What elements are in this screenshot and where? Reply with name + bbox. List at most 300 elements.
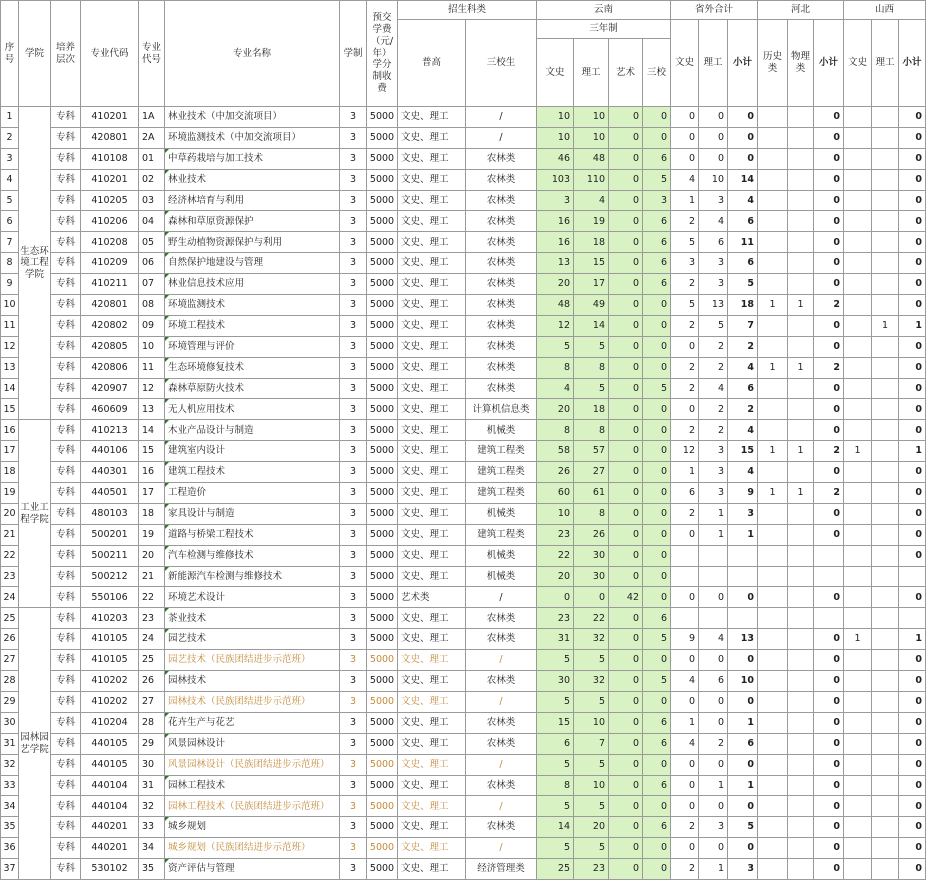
cell-yn-sanxiao: 0 — [643, 796, 671, 817]
cell-major-no: 30 — [139, 754, 165, 775]
cell-subj-three: / — [466, 587, 537, 608]
cell-major-code: 410204 — [81, 712, 139, 733]
cell-hb-wuli — [788, 378, 814, 399]
cell-subj-three: / — [466, 691, 537, 712]
cell-duration: 3 — [340, 775, 367, 796]
cell-yn-wenshi: 8 — [537, 775, 574, 796]
cell-hb-lishi — [758, 566, 788, 587]
cell-hb-wuli — [788, 775, 814, 796]
table-row — [1, 566, 926, 587]
cell-yn-wenshi: 25 — [537, 859, 574, 880]
cell-subj-three: 机械类 — [466, 420, 537, 441]
cell-level: 专科 — [51, 399, 81, 420]
cell-duration: 3 — [340, 545, 367, 566]
cell-major-name: 园艺技术（民族团结进步示范班） — [165, 650, 340, 671]
cell-out-wenshi: 0 — [671, 587, 699, 608]
cell-subj-general: 文史、理工 — [398, 733, 466, 754]
cell-out-ligong: 3 — [699, 441, 728, 462]
cell-major-code: 420802 — [81, 315, 139, 336]
cell-duration: 3 — [340, 838, 367, 859]
cell-out-xiaoji: 4 — [728, 420, 758, 441]
cell-out-ligong: 4 — [699, 378, 728, 399]
cell-sx-ligong — [872, 211, 899, 232]
cell-level: 专科 — [51, 336, 81, 357]
cell-yn-ligong: 57 — [574, 441, 609, 462]
cell-yn-ligong: 10 — [574, 127, 609, 148]
cell-hb-wuli — [788, 315, 814, 336]
cell-sx-xiaoji: 0 — [899, 503, 926, 524]
cell-yn-sanxiao: 0 — [643, 483, 671, 504]
cell-out-wenshi: 12 — [671, 441, 699, 462]
cell-yn-wenshi: 48 — [537, 295, 574, 316]
cell-hb-wuli: 1 — [788, 357, 814, 378]
cell-fee: 5000 — [367, 691, 398, 712]
cell-duration: 3 — [340, 420, 367, 441]
header-subjects: 招生科类 — [398, 1, 537, 20]
cell-hb-xiaoji: 0 — [814, 315, 844, 336]
cell-subj-three: 农林类 — [466, 671, 537, 692]
cell-level: 专科 — [51, 441, 81, 462]
cell-major-no: 27 — [139, 691, 165, 712]
cell-yn-ligong: 18 — [574, 399, 609, 420]
cell-out-ligong: 4 — [699, 629, 728, 650]
cell-yn-wenshi: 31 — [537, 629, 574, 650]
cell-fee: 5000 — [367, 503, 398, 524]
cell-sx-wenshi — [844, 838, 872, 859]
table-row — [1, 232, 926, 253]
cell-sx-ligong — [872, 859, 899, 880]
cell-sx-xiaoji: 0 — [899, 169, 926, 190]
cell-subj-general: 文史、理工 — [398, 107, 466, 128]
cell-subj-general: 文史、理工 — [398, 838, 466, 859]
cell-subj-general: 艺术类 — [398, 587, 466, 608]
cell-major-no: 21 — [139, 566, 165, 587]
cell-out-wenshi: 0 — [671, 838, 699, 859]
cell-major-name: 林业技术（中加交流项目） — [165, 107, 340, 128]
cell-hb-lishi: 1 — [758, 295, 788, 316]
cell-fee: 5000 — [367, 545, 398, 566]
cell-sx-ligong — [872, 420, 899, 441]
cell-major-code: 440106 — [81, 441, 139, 462]
table-row — [1, 399, 926, 420]
cell-duration: 3 — [340, 169, 367, 190]
cell-subj-general: 文史、理工 — [398, 190, 466, 211]
cell-fee: 5000 — [367, 775, 398, 796]
cell-subj-general: 文史、理工 — [398, 775, 466, 796]
cell-out-wenshi: 4 — [671, 671, 699, 692]
cell-subj-general: 文史、理工 — [398, 232, 466, 253]
header-yn-ligong: 理工 — [574, 39, 609, 107]
cell-yn-sanxiao: 0 — [643, 462, 671, 483]
cell-out-ligong: 5 — [699, 315, 728, 336]
cell-yn-yishu: 0 — [609, 336, 643, 357]
cell-hb-lishi — [758, 211, 788, 232]
cell-yn-ligong: 5 — [574, 336, 609, 357]
cell-subj-three: 农林类 — [466, 190, 537, 211]
header-yn-sanxiao: 三校 — [643, 39, 671, 107]
cell-major-name: 森林草原防火技术 — [165, 378, 340, 399]
cell-subj-general: 文史、理工 — [398, 378, 466, 399]
cell-yn-ligong: 18 — [574, 232, 609, 253]
cell-seq: 36 — [1, 838, 19, 859]
cell-major-name: 中草药栽培与加工技术 — [165, 148, 340, 169]
cell-hb-xiaoji: 0 — [814, 274, 844, 295]
table-row — [1, 336, 926, 357]
cell-duration: 3 — [340, 295, 367, 316]
cell-sx-xiaoji: 0 — [899, 357, 926, 378]
cell-subj-three: 农林类 — [466, 253, 537, 274]
cell-major-code: 420907 — [81, 378, 139, 399]
cell-out-ligong — [699, 608, 728, 629]
cell-major-name: 风景园林设计 — [165, 733, 340, 754]
cell-hb-xiaoji: 2 — [814, 357, 844, 378]
cell-hb-xiaoji: 0 — [814, 190, 844, 211]
cell-hb-xiaoji: 0 — [814, 859, 844, 880]
cell-yn-yishu: 0 — [609, 253, 643, 274]
cell-sx-xiaoji: 0 — [899, 148, 926, 169]
cell-hb-xiaoji: 0 — [814, 754, 844, 775]
header-hb-wuli: 物理类 — [788, 20, 814, 107]
table-row — [1, 838, 926, 859]
cell-major-code: 500201 — [81, 524, 139, 545]
cell-seq: 21 — [1, 524, 19, 545]
cell-major-no: 28 — [139, 712, 165, 733]
cell-sx-wenshi — [844, 420, 872, 441]
cell-seq: 24 — [1, 587, 19, 608]
cell-subj-general: 文史、理工 — [398, 169, 466, 190]
cell-hb-wuli — [788, 232, 814, 253]
cell-fee: 5000 — [367, 127, 398, 148]
cell-seq: 5 — [1, 190, 19, 211]
cell-hb-lishi — [758, 148, 788, 169]
cell-sx-wenshi — [844, 712, 872, 733]
cell-hb-wuli — [788, 859, 814, 880]
cell-sx-xiaoji: 0 — [899, 838, 926, 859]
cell-yn-sanxiao: 6 — [643, 274, 671, 295]
cell-duration: 3 — [340, 378, 367, 399]
cell-out-ligong: 2 — [699, 733, 728, 754]
header-level: 培养层次 — [51, 1, 81, 107]
cell-major-code: 500211 — [81, 545, 139, 566]
cell-yn-yishu: 0 — [609, 566, 643, 587]
cell-duration: 3 — [340, 671, 367, 692]
cell-out-wenshi: 0 — [671, 754, 699, 775]
cell-major-code: 440104 — [81, 775, 139, 796]
cell-out-xiaoji: 11 — [728, 232, 758, 253]
cell-sx-wenshi — [844, 754, 872, 775]
cell-sx-ligong — [872, 357, 899, 378]
cell-subj-three: / — [466, 127, 537, 148]
cell-major-no: 22 — [139, 587, 165, 608]
cell-out-ligong: 0 — [699, 127, 728, 148]
cell-hb-xiaoji: 0 — [814, 232, 844, 253]
table-row — [1, 775, 926, 796]
cell-major-name: 森林和草原资源保护 — [165, 211, 340, 232]
cell-major-code: 440301 — [81, 462, 139, 483]
header-duration: 学制 — [340, 1, 367, 107]
cell-out-ligong: 1 — [699, 524, 728, 545]
cell-subj-three: / — [466, 107, 537, 128]
cell-sx-ligong — [872, 754, 899, 775]
cell-out-ligong: 10 — [699, 169, 728, 190]
cell-yn-yishu: 0 — [609, 754, 643, 775]
cell-yn-wenshi: 46 — [537, 148, 574, 169]
cell-subj-general: 文史、理工 — [398, 441, 466, 462]
cell-seq: 2 — [1, 127, 19, 148]
cell-subj-general: 文史、理工 — [398, 127, 466, 148]
table-row — [1, 545, 926, 566]
cell-hb-xiaoji: 0 — [814, 587, 844, 608]
cell-out-ligong: 0 — [699, 838, 728, 859]
cell-sx-xiaoji: 1 — [899, 315, 926, 336]
cell-major-name: 道路与桥梁工程技术 — [165, 524, 340, 545]
cell-yn-wenshi: 10 — [537, 107, 574, 128]
cell-subj-general: 文史、理工 — [398, 211, 466, 232]
cell-duration: 3 — [340, 253, 367, 274]
cell-sx-ligong — [872, 671, 899, 692]
cell-hb-wuli — [788, 838, 814, 859]
cell-fee: 5000 — [367, 211, 398, 232]
cell-out-ligong: 4 — [699, 211, 728, 232]
cell-level: 专科 — [51, 650, 81, 671]
header-three-year: 三年制 — [537, 20, 671, 39]
cell-major-no: 04 — [139, 211, 165, 232]
cell-seq: 9 — [1, 274, 19, 295]
cell-out-ligong: 1 — [699, 503, 728, 524]
cell-major-code: 420801 — [81, 127, 139, 148]
cell-out-ligong: 0 — [699, 691, 728, 712]
cell-out-xiaoji: 5 — [728, 817, 758, 838]
cell-yn-ligong: 30 — [574, 566, 609, 587]
cell-major-code: 410206 — [81, 211, 139, 232]
cell-sx-wenshi — [844, 315, 872, 336]
cell-major-name: 汽车检测与维修技术 — [165, 545, 340, 566]
cell-yn-wenshi: 5 — [537, 838, 574, 859]
table-row — [1, 378, 926, 399]
cell-out-xiaoji: 0 — [728, 650, 758, 671]
cell-level: 专科 — [51, 545, 81, 566]
cell-yn-yishu: 0 — [609, 483, 643, 504]
cell-out-wenshi: 2 — [671, 274, 699, 295]
cell-sx-xiaoji: 0 — [899, 107, 926, 128]
cell-fee: 5000 — [367, 232, 398, 253]
cell-yn-sanxiao: 0 — [643, 838, 671, 859]
cell-major-code: 410209 — [81, 253, 139, 274]
cell-subj-general: 文史、理工 — [398, 691, 466, 712]
cell-fee: 5000 — [367, 712, 398, 733]
cell-hb-lishi — [758, 107, 788, 128]
cell-subj-general: 文史、理工 — [398, 253, 466, 274]
cell-subj-general: 文史、理工 — [398, 483, 466, 504]
cell-duration: 3 — [340, 190, 367, 211]
cell-hb-wuli — [788, 148, 814, 169]
cell-yn-yishu: 0 — [609, 274, 643, 295]
cell-sx-ligong — [872, 524, 899, 545]
table-row — [1, 671, 926, 692]
cell-out-xiaoji: 4 — [728, 190, 758, 211]
cell-hb-wuli — [788, 503, 814, 524]
cell-level: 专科 — [51, 357, 81, 378]
cell-major-no: 15 — [139, 441, 165, 462]
cell-sx-wenshi — [844, 295, 872, 316]
cell-yn-sanxiao: 0 — [643, 859, 671, 880]
cell-yn-wenshi: 10 — [537, 503, 574, 524]
table-row — [1, 712, 926, 733]
cell-fee: 5000 — [367, 859, 398, 880]
cell-out-xiaoji: 3 — [728, 859, 758, 880]
cell-sx-ligong — [872, 733, 899, 754]
cell-sx-ligong — [872, 545, 899, 566]
cell-duration: 3 — [340, 148, 367, 169]
cell-major-code: 530102 — [81, 859, 139, 880]
cell-sx-ligong — [872, 190, 899, 211]
cell-yn-wenshi: 10 — [537, 127, 574, 148]
cell-yn-ligong: 17 — [574, 274, 609, 295]
cell-sx-wenshi: 1 — [844, 629, 872, 650]
cell-major-name: 经济林培育与利用 — [165, 190, 340, 211]
header-outside-total: 省外合计 — [671, 1, 758, 20]
cell-yn-ligong: 5 — [574, 754, 609, 775]
cell-yn-ligong: 0 — [574, 587, 609, 608]
cell-yn-yishu: 0 — [609, 608, 643, 629]
header-seq: 序号 — [1, 1, 19, 107]
cell-yn-sanxiao: 0 — [643, 315, 671, 336]
header-major-name: 专业名称 — [165, 1, 340, 107]
cell-out-wenshi: 0 — [671, 107, 699, 128]
cell-level: 专科 — [51, 754, 81, 775]
cell-hb-wuli — [788, 754, 814, 775]
cell-seq: 10 — [1, 295, 19, 316]
cell-yn-ligong: 20 — [574, 817, 609, 838]
cell-subj-three: 农林类 — [466, 775, 537, 796]
cell-major-no: 1A — [139, 107, 165, 128]
cell-yn-ligong: 7 — [574, 733, 609, 754]
cell-yn-wenshi: 103 — [537, 169, 574, 190]
cell-yn-yishu: 0 — [609, 378, 643, 399]
cell-major-name: 环境工程技术 — [165, 315, 340, 336]
cell-duration: 3 — [340, 859, 367, 880]
cell-yn-ligong: 15 — [574, 253, 609, 274]
cell-yn-wenshi: 60 — [537, 483, 574, 504]
cell-out-wenshi: 2 — [671, 211, 699, 232]
cell-level: 专科 — [51, 232, 81, 253]
cell-sx-wenshi — [844, 211, 872, 232]
cell-sx-xiaoji: 0 — [899, 712, 926, 733]
cell-out-xiaoji: 4 — [728, 357, 758, 378]
cell-yn-wenshi: 26 — [537, 462, 574, 483]
cell-yn-ligong: 5 — [574, 691, 609, 712]
cell-seq: 28 — [1, 671, 19, 692]
cell-major-code: 420805 — [81, 336, 139, 357]
cell-subj-general: 文史、理工 — [398, 336, 466, 357]
cell-out-ligong: 3 — [699, 253, 728, 274]
cell-subj-general: 文史、理工 — [398, 671, 466, 692]
cell-sx-wenshi — [844, 775, 872, 796]
cell-seq: 12 — [1, 336, 19, 357]
cell-yn-sanxiao: 5 — [643, 169, 671, 190]
cell-yn-sanxiao: 0 — [643, 357, 671, 378]
cell-out-ligong: 3 — [699, 190, 728, 211]
cell-yn-ligong: 19 — [574, 211, 609, 232]
cell-out-ligong: 0 — [699, 107, 728, 128]
cell-yn-sanxiao: 0 — [643, 524, 671, 545]
cell-sx-xiaoji: 0 — [899, 127, 926, 148]
cell-level: 专科 — [51, 253, 81, 274]
cell-subj-three: / — [466, 796, 537, 817]
cell-yn-ligong: 27 — [574, 462, 609, 483]
cell-fee: 5000 — [367, 566, 398, 587]
cell-yn-wenshi: 5 — [537, 754, 574, 775]
header-major-code: 专业代码 — [81, 1, 139, 107]
cell-major-no: 26 — [139, 671, 165, 692]
cell-hb-lishi: 1 — [758, 357, 788, 378]
cell-out-xiaoji: 0 — [728, 838, 758, 859]
cell-yn-wenshi: 4 — [537, 378, 574, 399]
cell-out-xiaoji: 0 — [728, 754, 758, 775]
cell-hb-xiaoji: 0 — [814, 148, 844, 169]
cell-hb-wuli — [788, 796, 814, 817]
cell-major-no: 19 — [139, 524, 165, 545]
cell-major-name: 城乡规划（民族团结进步示范班） — [165, 838, 340, 859]
cell-yn-yishu: 0 — [609, 712, 643, 733]
cell-major-code: 440105 — [81, 754, 139, 775]
cell-yn-yishu: 0 — [609, 441, 643, 462]
cell-yn-sanxiao: 0 — [643, 336, 671, 357]
cell-seq: 7 — [1, 232, 19, 253]
cell-out-ligong: 13 — [699, 295, 728, 316]
cell-major-no: 11 — [139, 357, 165, 378]
cell-fee: 5000 — [367, 336, 398, 357]
table-row — [1, 441, 926, 462]
cell-yn-wenshi: 22 — [537, 545, 574, 566]
cell-subj-general: 文史、理工 — [398, 650, 466, 671]
cell-hb-xiaoji: 0 — [814, 650, 844, 671]
cell-hb-xiaoji — [814, 545, 844, 566]
cell-hb-xiaoji: 0 — [814, 107, 844, 128]
cell-seq: 15 — [1, 399, 19, 420]
cell-yn-yishu: 0 — [609, 295, 643, 316]
cell-subj-three: 建筑工程类 — [466, 462, 537, 483]
cell-out-ligong: 2 — [699, 357, 728, 378]
cell-fee: 5000 — [367, 754, 398, 775]
cell-seq: 16 — [1, 420, 19, 441]
cell-sx-xiaoji: 0 — [899, 420, 926, 441]
cell-sx-wenshi — [844, 232, 872, 253]
cell-yn-ligong: 32 — [574, 671, 609, 692]
cell-sx-ligong — [872, 629, 899, 650]
cell-sx-ligong — [872, 503, 899, 524]
cell-fee: 5000 — [367, 295, 398, 316]
cell-fee: 5000 — [367, 650, 398, 671]
cell-yn-yishu: 0 — [609, 671, 643, 692]
cell-sx-wenshi — [844, 483, 872, 504]
cell-major-name: 环境艺术设计 — [165, 587, 340, 608]
cell-yn-ligong: 10 — [574, 775, 609, 796]
cell-sx-xiaoji — [899, 566, 926, 587]
table-row — [1, 107, 926, 128]
cell-subj-general: 文史、理工 — [398, 712, 466, 733]
cell-major-name: 野生动植物资源保护与利用 — [165, 232, 340, 253]
cell-out-ligong: 2 — [699, 336, 728, 357]
cell-hb-xiaoji: 2 — [814, 483, 844, 504]
cell-sx-ligong — [872, 107, 899, 128]
cell-out-wenshi: 0 — [671, 775, 699, 796]
cell-sx-ligong — [872, 148, 899, 169]
cell-major-code: 410202 — [81, 671, 139, 692]
cell-sx-ligong — [872, 566, 899, 587]
cell-hb-lishi — [758, 712, 788, 733]
cell-major-name: 茶业技术 — [165, 608, 340, 629]
